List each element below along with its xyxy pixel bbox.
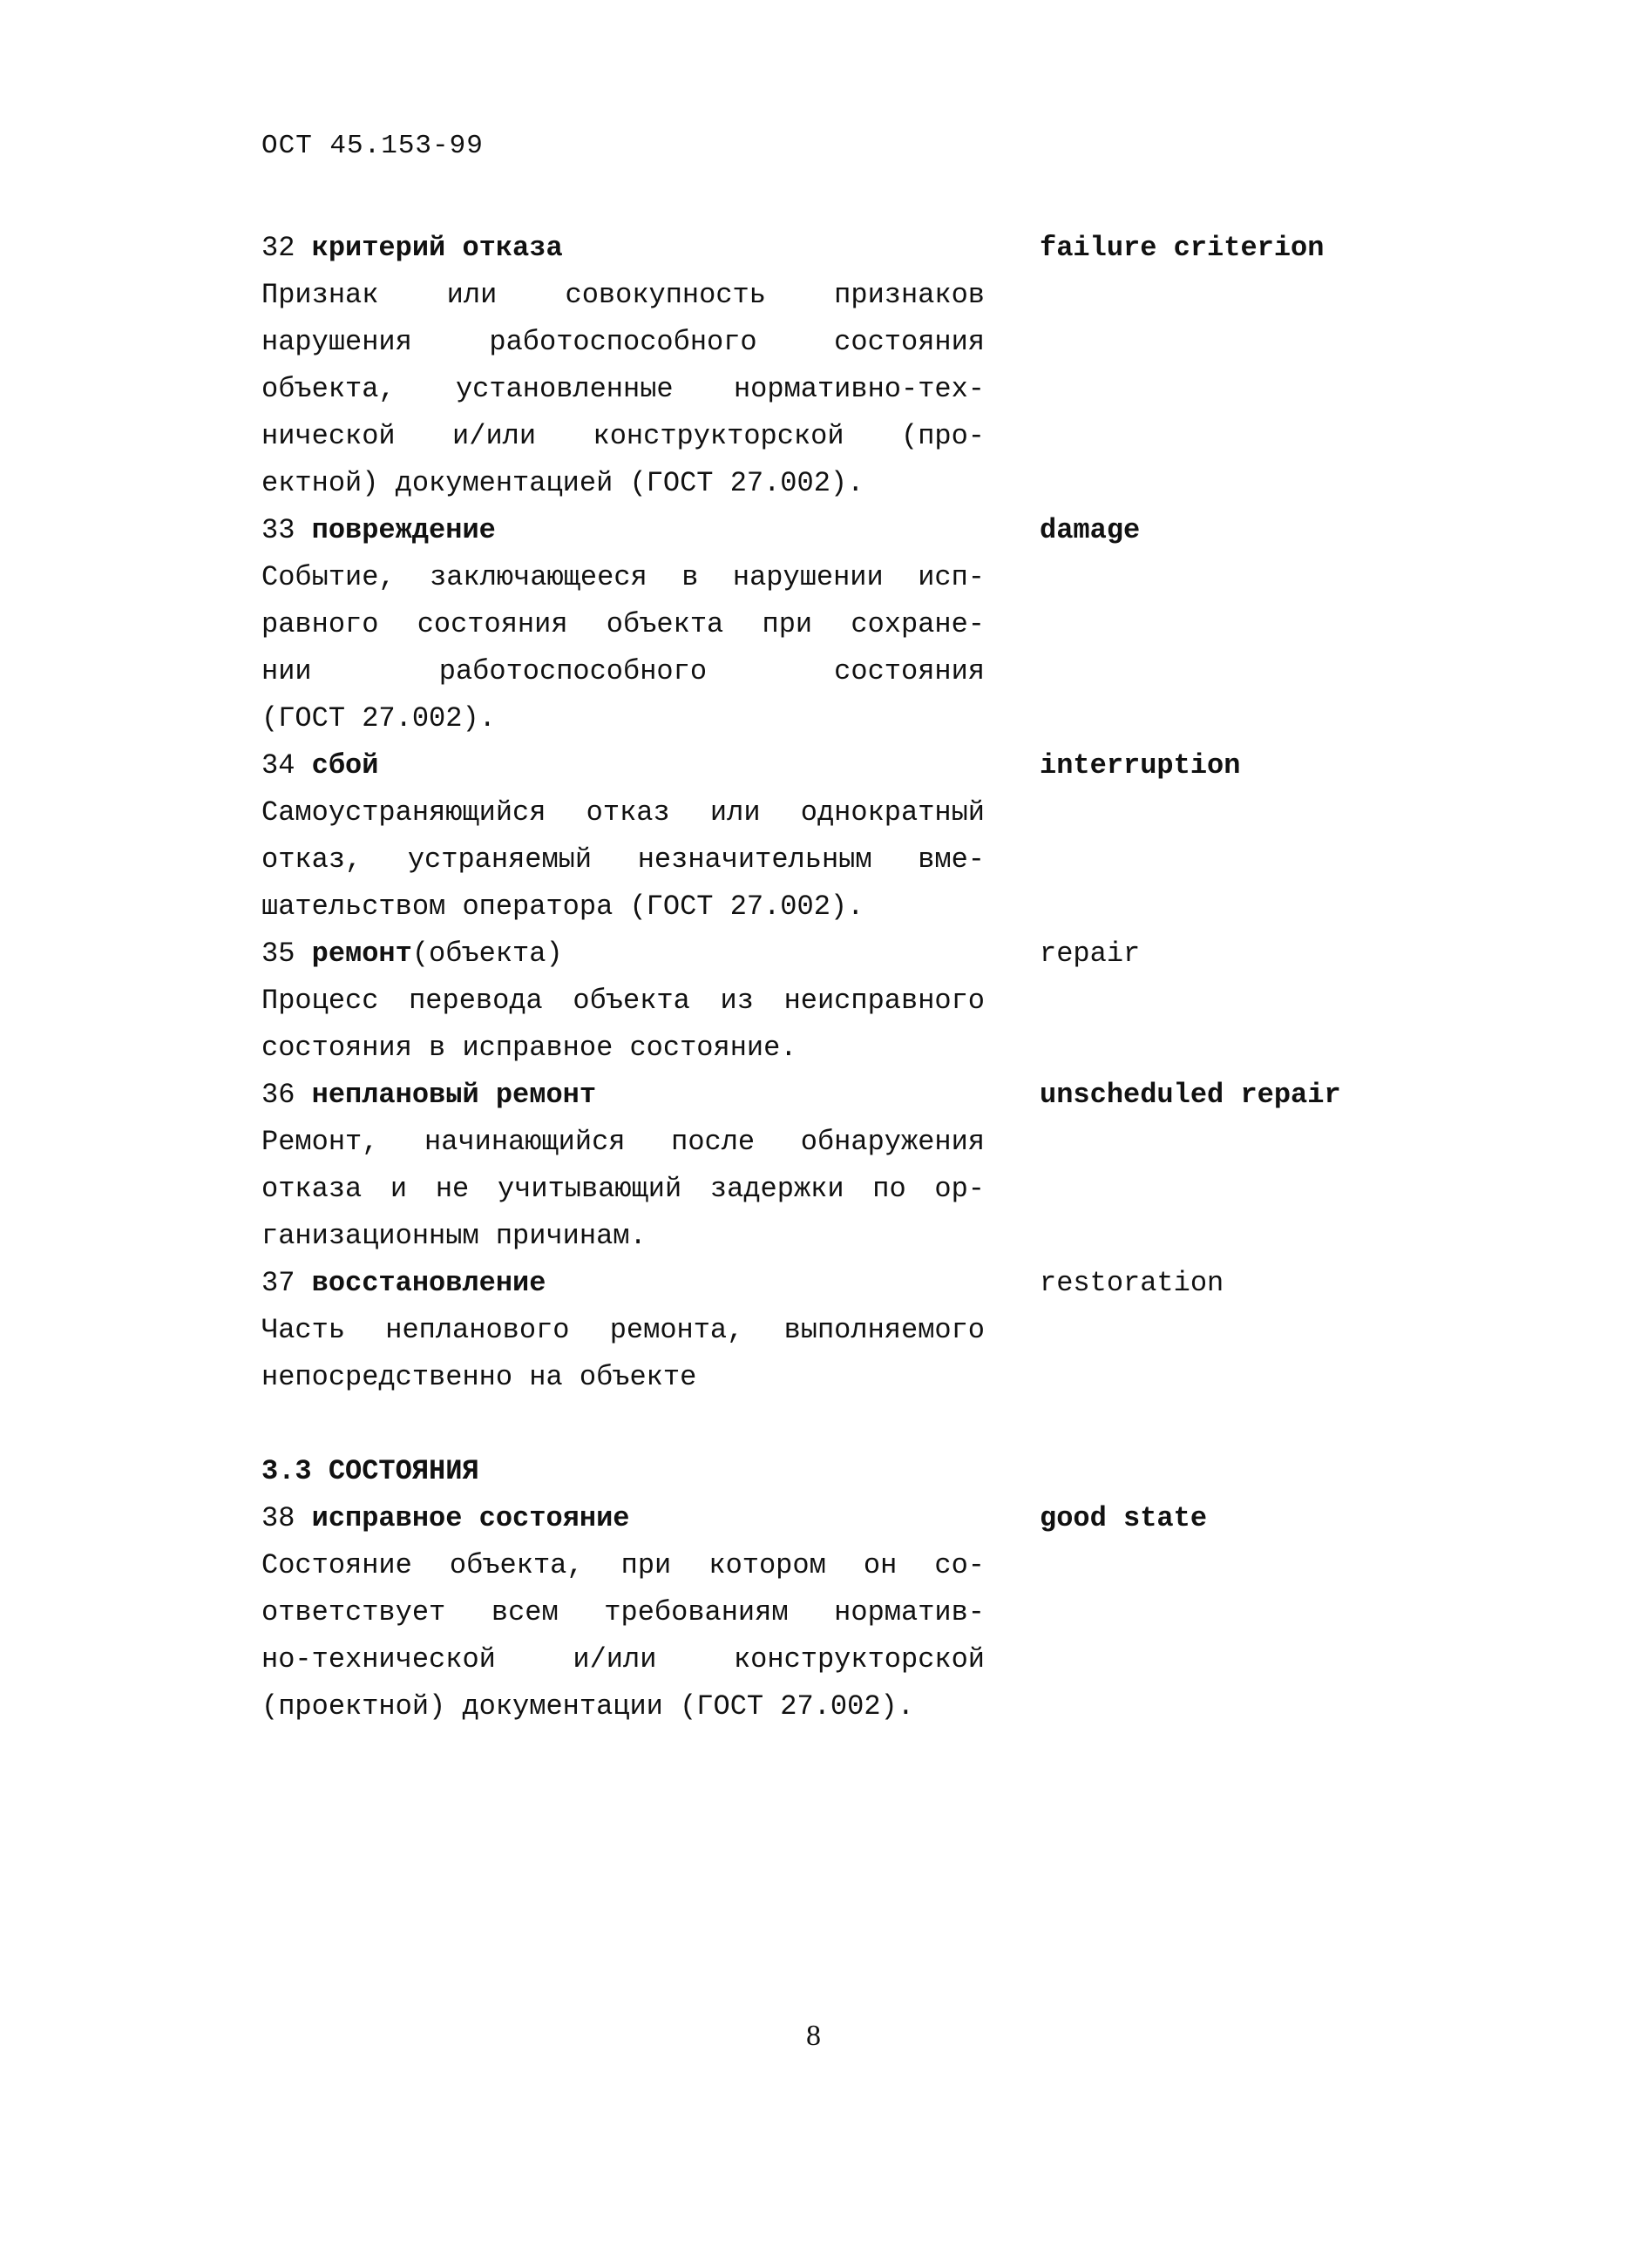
term-ru (261, 742, 378, 789)
term-en: interruption (1040, 749, 1241, 782)
definition-line: Ремонт, начинающийся после обнаружения (261, 1126, 985, 1158)
term-number: 35 (261, 938, 295, 970)
document-code: ОСТ 45.153-99 (261, 131, 484, 161)
definition-line: отказа и не учитывающий задержки по ор- (261, 1173, 985, 1205)
term-ru (261, 1495, 629, 1542)
definition-line: Процесс перевода объекта из неисправного (261, 985, 985, 1017)
term-en: unscheduled repair (1040, 1079, 1341, 1111)
definition-line: Часть непланового ремонта, выполняемого (261, 1314, 985, 1346)
term-line (261, 931, 1481, 978)
definition-line: (ГОСТ 27.002). (261, 702, 496, 735)
term-definition (261, 1119, 985, 1260)
term-entry (261, 931, 1481, 1072)
term-ru-text: повреждение (311, 514, 496, 546)
term-ru (261, 507, 496, 554)
term-definition (261, 1542, 985, 1730)
definition-line: Признак или совокупность признаков (261, 279, 985, 311)
term-number: 38 (261, 1502, 295, 1534)
term-entry (261, 507, 1481, 742)
term-ru (261, 1072, 596, 1119)
term-entry (261, 1260, 1481, 1401)
definition-line: Самоустраняющийся отказ или однократный (261, 796, 985, 829)
term-number: 37 (261, 1267, 295, 1299)
term-number: 36 (261, 1079, 295, 1111)
term-ru-text: восстановление (311, 1267, 546, 1299)
section-heading: 3.3 СОСТОЯНИЯ (261, 1455, 479, 1487)
term-en: failure criterion (1040, 232, 1325, 264)
term-line (261, 507, 1481, 554)
definition-line: (проектной) документации (ГОСТ 27.002). (261, 1690, 914, 1723)
definition-line: нической и/или конструкторской (про- (261, 420, 985, 452)
definition-line: объекта, установленные нормативно-тех- (261, 373, 985, 405)
page-number: 8 (806, 2020, 821, 2052)
term-ru (261, 225, 563, 272)
term-number: 34 (261, 749, 295, 782)
term-line (261, 1072, 1481, 1119)
definition-line: ответствует всем требованиям норматив- (261, 1596, 985, 1628)
term-line (261, 742, 1481, 789)
definition-line: шательством оператора (ГОСТ 27.002). (261, 890, 864, 923)
term-en: restoration (1040, 1267, 1224, 1299)
term-ru-suffix: (объекта) (411, 938, 563, 970)
term-definition (261, 1307, 985, 1401)
term-number: 33 (261, 514, 295, 546)
definition-line: но-технической и/или конструкторской (261, 1643, 985, 1676)
definition-line: ганизационным причинам. (261, 1220, 647, 1252)
term-ru (261, 931, 563, 978)
term-line (261, 1260, 1481, 1307)
term-entry (261, 1072, 1481, 1260)
definition-line: ектной) документацией (ГОСТ 27.002). (261, 467, 864, 499)
terms-list (261, 225, 1481, 1730)
definition-line: равного состояния объекта при сохране- (261, 608, 985, 640)
definition-line: Событие, заключающееся в нарушении исп- (261, 561, 985, 593)
term-entry (261, 742, 1481, 931)
term-ru-text: исправное состояние (311, 1502, 630, 1534)
term-entry (261, 225, 1481, 507)
definition-line: нарушения работоспособного состояния (261, 326, 985, 358)
term-en: damage (1040, 514, 1141, 546)
term-number: 32 (261, 232, 295, 264)
term-definition (261, 789, 985, 931)
definition-line: состояния в исправное состояние. (261, 1032, 797, 1064)
term-line (261, 225, 1481, 272)
term-definition (261, 272, 985, 507)
term-ru-text: неплановый ремонт (311, 1079, 597, 1111)
term-en: repair (1040, 938, 1141, 970)
term-ru-text: сбой (311, 749, 379, 782)
term-definition (261, 554, 985, 742)
definition-line: отказ, устраняемый незначительным вме- (261, 843, 985, 876)
term-ru (261, 1260, 546, 1307)
term-definition (261, 978, 985, 1072)
definition-line: Состояние объекта, при котором он со- (261, 1549, 985, 1581)
definition-line: непосредственно на объекте (261, 1361, 697, 1393)
definition-line: нии работоспособного состояния (261, 655, 985, 687)
term-en: good state (1040, 1502, 1208, 1534)
term-ru-text: критерий отказа (311, 232, 563, 264)
term-line (261, 1495, 1481, 1542)
term-entry (261, 1495, 1481, 1730)
term-ru-text: ремонт (311, 938, 412, 970)
